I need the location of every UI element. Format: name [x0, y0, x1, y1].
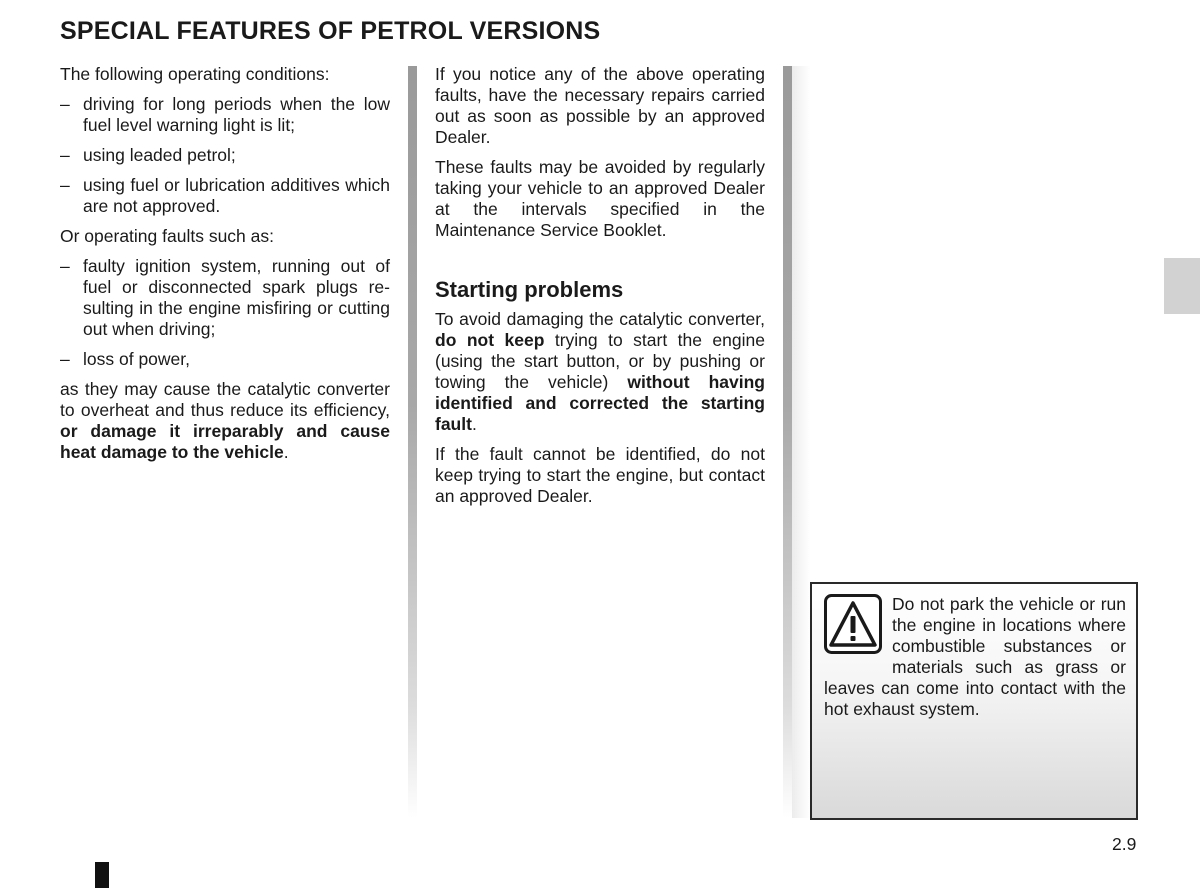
list-item [60, 94, 390, 136]
page-title: SPECIAL FEATURES OF PETROL VERSIONS [60, 17, 601, 45]
page-number: 2.9 [1112, 834, 1137, 854]
list-item-text: faulty ignition system, running out of fuel or disconnected spark plugs resulting in the engine misfiring or cutting out when driving; [83, 256, 390, 339]
list-item [60, 175, 390, 217]
fault-paragraph: If the fault cannot be identified, do not keep trying to start the engine, but contact an approved Dealer. [435, 444, 765, 506]
starting-bold-text: without having identified and corrected the starting fault [435, 372, 765, 434]
list-item-text: loss of power, [83, 349, 190, 369]
column-divider [783, 66, 792, 818]
consequence-end: . [283, 442, 289, 462]
list-dash: – [60, 175, 70, 195]
consequence-paragraph [60, 379, 390, 463]
section-heading: Starting problems [435, 277, 624, 302]
column-divider [408, 66, 417, 818]
list-item-text: driving for long periods when the low fuel level warning light is lit; [83, 94, 390, 135]
starting-text: To avoid damaging the catalytic converter, [435, 309, 765, 329]
list-dash: – [60, 256, 70, 276]
consequence-bold-text: or damage it irreparably and cause heat damage to the vehicle [60, 421, 390, 462]
list-item [60, 349, 390, 370]
list-dash: – [60, 349, 70, 369]
consequence-text: as they may cause the catalytic converter to overheat and thus reduce its efficiency, [60, 379, 390, 420]
list-item-text: using leaded petrol; [83, 145, 236, 165]
column-shade [792, 66, 810, 818]
repairs-paragraph: If you notice any of the above operating faults, have the necessary repairs carried out as soon as possible by an approved Dealer. [435, 64, 765, 147]
list-item-text: using fuel or lubrication additives which are not approved. [83, 175, 390, 216]
left-column [60, 64, 390, 472]
list-item [60, 256, 390, 340]
middle-column [435, 64, 765, 516]
faults-intro: Or operating faults such as: [60, 226, 274, 246]
list-dash: – [60, 94, 70, 114]
starting-text: trying to start the engine (using the start button, or by pushing or towing the vehicle) [435, 330, 765, 392]
chapter-tab [1164, 258, 1200, 314]
page-edge-mark [95, 862, 109, 888]
warning-text-block [824, 594, 1126, 720]
list-dash: – [60, 145, 70, 165]
starting-end: . [471, 414, 477, 434]
conditions-intro: The following operating conditions: [60, 64, 330, 84]
warning-box [810, 582, 1138, 820]
maintenance-paragraph: These faults may be avoided by regularly taking your vehicle to an approved Dealer at the intervals specified in the Maintenance Service Booklet. [435, 157, 765, 240]
starting-bold-text: do not keep [435, 330, 545, 350]
warning-text: Do not park the vehicle or run the engine in locations where combustible substances or materials such as grass or leaves can come into contact with the hot exhaust system. [824, 594, 1126, 719]
list-item [60, 145, 390, 166]
starting-paragraph [435, 309, 765, 435]
